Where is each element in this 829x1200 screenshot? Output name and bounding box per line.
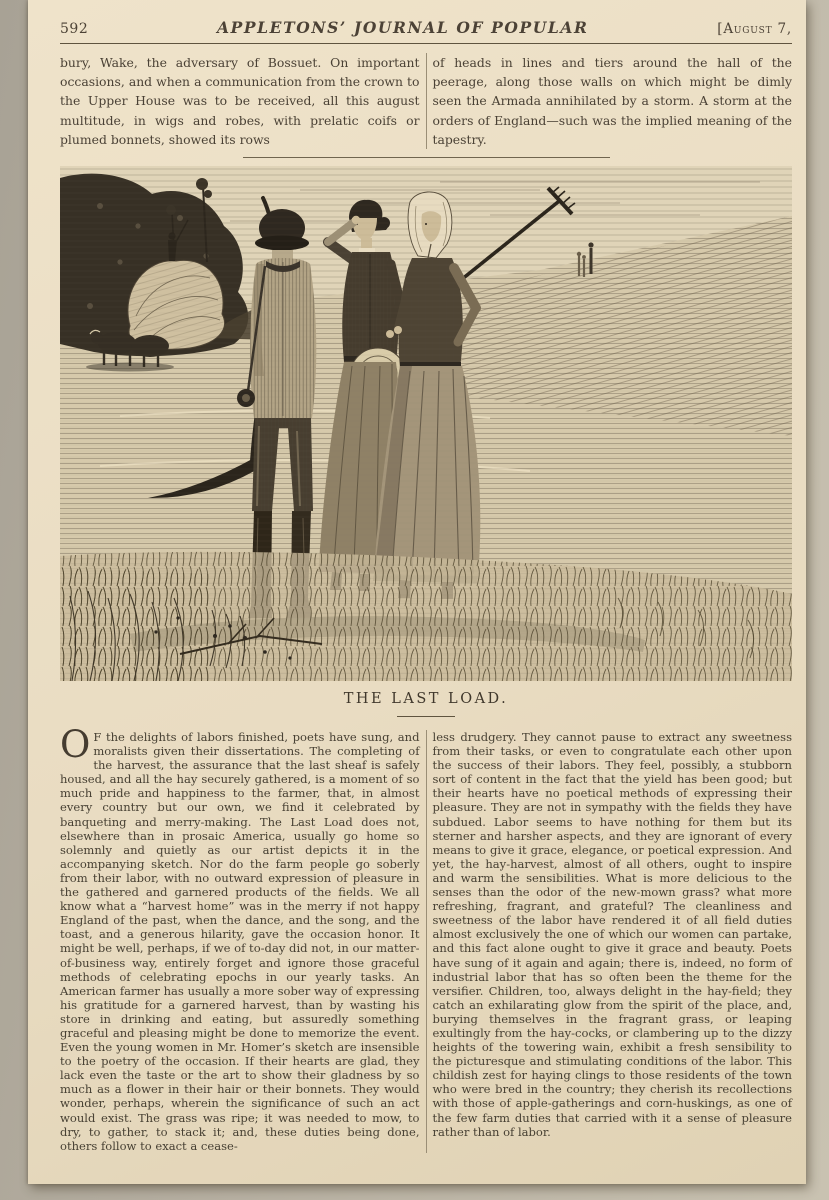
- column-divider: [426, 53, 427, 149]
- intro-right-column: of heads in lines and tiers around the hall of the peerage, along those walls on which might be dimly seen the Armada annihilated by a storm. A storm at the orders of England—such was the implied meaning of the tapestry.: [432, 55, 792, 147]
- section-rule: [243, 157, 610, 158]
- intro-left-column: bury, Wake, the adversary of Bossuet. On important occasions, and when a communication from the crown to the Upper House was to be received, all this august multitude, in wigs and robes, with prelatic coifs or plumed bonnets, showed its rows: [60, 55, 420, 147]
- article-right-column: less drudgery. They cannot pause to extract any sweetness from their tasks, or even to congratulate each other upon the success of their labors. They feel, possibly, a stubborn sort of content in the fact that the yield has been good; but their hearts have no poetical methods of expressing their pleasure. They are not in sympathy with the fields they have subdued. Labor seems to have nothing for them but its sterner and harsher aspects, and they are ignorant of every means to give it grace, elegance, or poetical expression. And yet, the hay-harvest, almost of all others, ought to inspire and warm the sensibilities. What is more delicious to the senses than the odor of the new-mown grass? what more refreshing, fragrant, and grateful? The cleanliness and sweetness of the labor have rendered it of all field duties almost exclusively the one of which our women can partake, and this fact alone ought to give it grace and beauty. Poets have sung of it again and again; there is, indeed, no form of industrial labor that has so often been the theme for the versifier. Children, too, always delight in the hay-field; they catch an exhilarating glow from the spirit of the place, and, burying themselves in the fragrant grass, or leaping exultingly from the hay-cocks, or clambering up to the dizzy heights of the towering wain, exhibit a fresh sensibility to the picturesque and stimulating conditions of the labor. This childish zest for haying clings to those residents of the town who were bred in the country; they cherish its recollections with those of apple-gatherings and corn-huskings, as one of the few farm duties that carried with it a sense of pleasure rather than of labor.: [432, 730, 792, 1139]
- drop-cap: O: [60, 723, 91, 767]
- intro-columns: [60, 53, 792, 149]
- column-divider: [426, 730, 427, 1153]
- page-number: 592: [60, 21, 89, 37]
- journal-title: APPLETONS’ JOURNAL OF POPULAR: [217, 18, 589, 37]
- article-left-text: F the delights of labors finished, poets have sung, and moralists given their dissertations. The completing of the harvest, the assurance that the last sheaf is safely housed, and all the hay securely gathered, is a moment of so much pride and happiness to the farmer, that, in almost every country but our own, we find it celebrated by banqueting and merry-making. The Last Load does not, elsewhere than in prosaic America, usually go home so solemnly and quietly as our artist depicts it in the accompanying sketch. Nor do the farm people go soberly from their labor, with no outward expression of pleasure in the gathered and garnered products of the fields. We all know what a “harvest home” was in the merry if not happy England of the past, when the dance, and the song, and the toast, and a generous hilarity, gave the occasion honor. It might be well, perhaps, if we of to-day did not, in our matter-of-business way, entirely forget and ignore those graceful methods of celebrating epochs in our yearly tasks. An American farmer has usually a more sober way of expressing his gratitude for a garnered harvest, than by wasting his store in drinking and eating, but assuredly something graceful and pleasing might be done to memorize the event. Even the young women in Mr. Homer’s sketch are insensible to the poetry of the occasion. If their hearts are glad, they lack even the taste or the art to show their gladness by so much as a flower in their hair or their bonnets. They would wonder, perhaps, wherein the significance of such an act would exist. The grass was ripe; it was needed to mow, to dry, to gather, to stack it; and, these duties being done, others follow to exact a cease-: [60, 730, 420, 1153]
- caption-rule: [397, 716, 455, 717]
- scanned-page: [28, 0, 806, 1184]
- issue-date: [August 7,: [717, 21, 792, 37]
- illustration-caption: THE LAST LOAD.: [343, 691, 509, 708]
- article-columns: [60, 723, 792, 1153]
- last-load-engraving: [60, 166, 792, 681]
- article-left-column: [60, 723, 420, 1153]
- illustration-area: [60, 166, 792, 681]
- masthead: [60, 18, 792, 44]
